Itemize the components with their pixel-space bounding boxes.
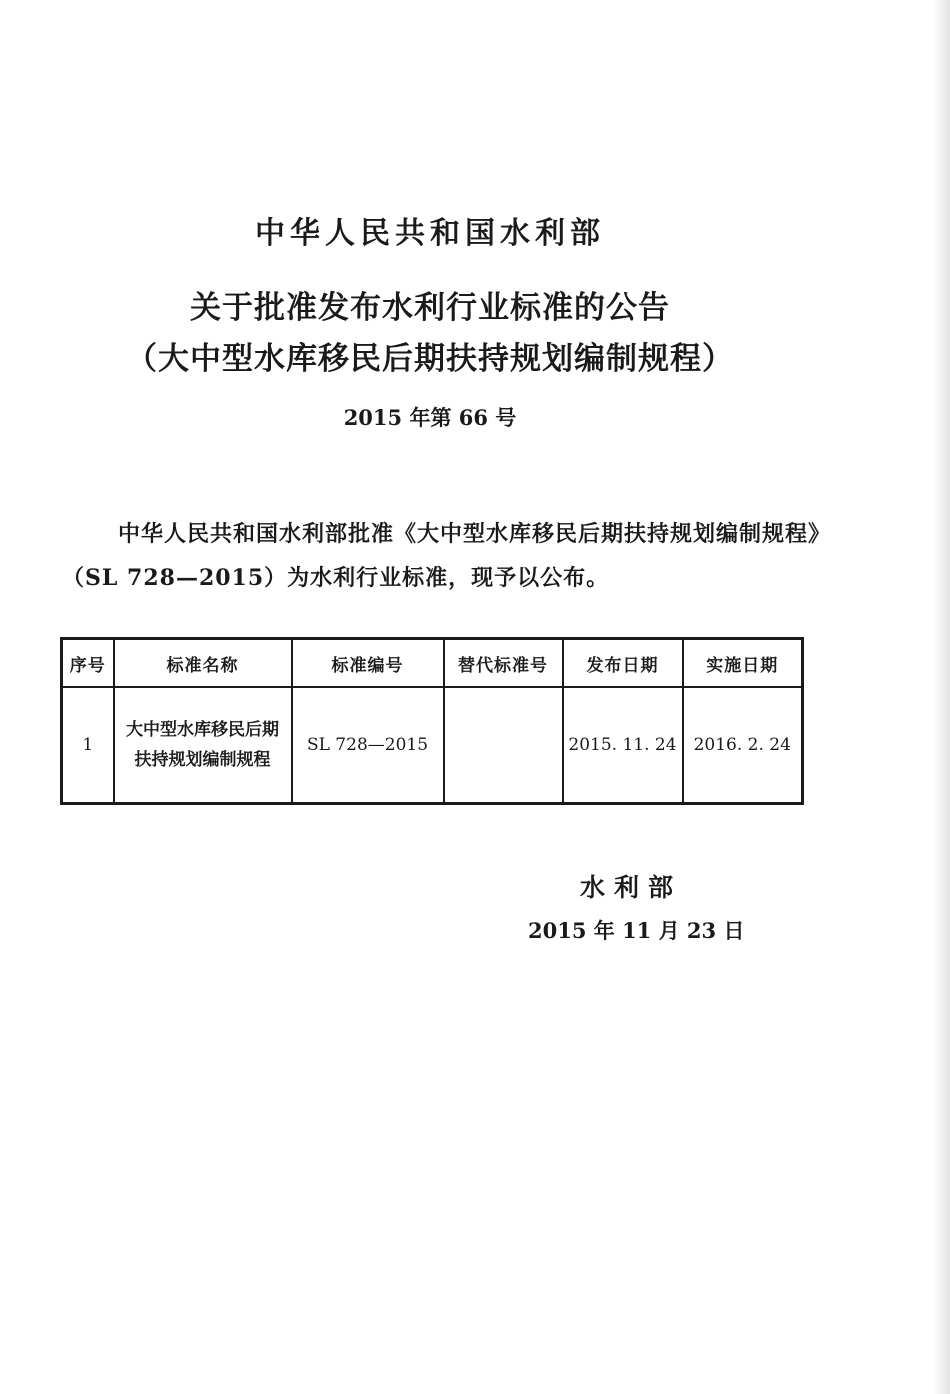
cell-replaced-standard <box>444 687 563 804</box>
table-row <box>62 687 803 804</box>
signing-date: 2015 年 11 月 23 日 <box>528 918 745 943</box>
header-serial-no: 序号 <box>62 639 114 688</box>
cell-standard-code: SL 728—2015 <box>292 687 444 804</box>
header-issue-date: 发布日期 <box>563 639 683 688</box>
cell-standard-name: 大中型水库移民后期扶持规划编制规程 <box>114 687 292 804</box>
header-replaced-standard: 替代标准号 <box>444 639 563 688</box>
announcement-title: 关于批准发布水利行业标准的公告 <box>190 290 670 326</box>
page-edge-shadow <box>934 0 950 1394</box>
header-standard-name: 标准名称 <box>114 639 292 688</box>
cell-effective-date: 2016. 2. 24 <box>683 687 803 804</box>
document-number: 2015 年第 66 号 <box>343 405 517 430</box>
announcement-subtitle: （大中型水库移民后期扶持规划编制规程） <box>126 341 734 377</box>
issuing-ministry-heading: 中华人民共和国水利部 <box>255 216 605 251</box>
cell-issue-date: 2015. 11. 24 <box>563 687 683 804</box>
announcement-body: 中华人民共和国水利部批准《大中型水库移民后期扶持规划编制规程》（SL 728—2015）为水利行业标准，现予以公布。 <box>62 521 821 591</box>
signing-authority: 水利部 <box>580 873 683 902</box>
header-standard-code: 标准编号 <box>292 639 444 688</box>
header-effective-date: 实施日期 <box>683 639 803 688</box>
cell-serial-no: 1 <box>62 687 114 804</box>
table-header-row <box>62 639 803 688</box>
standard-table <box>60 637 804 805</box>
